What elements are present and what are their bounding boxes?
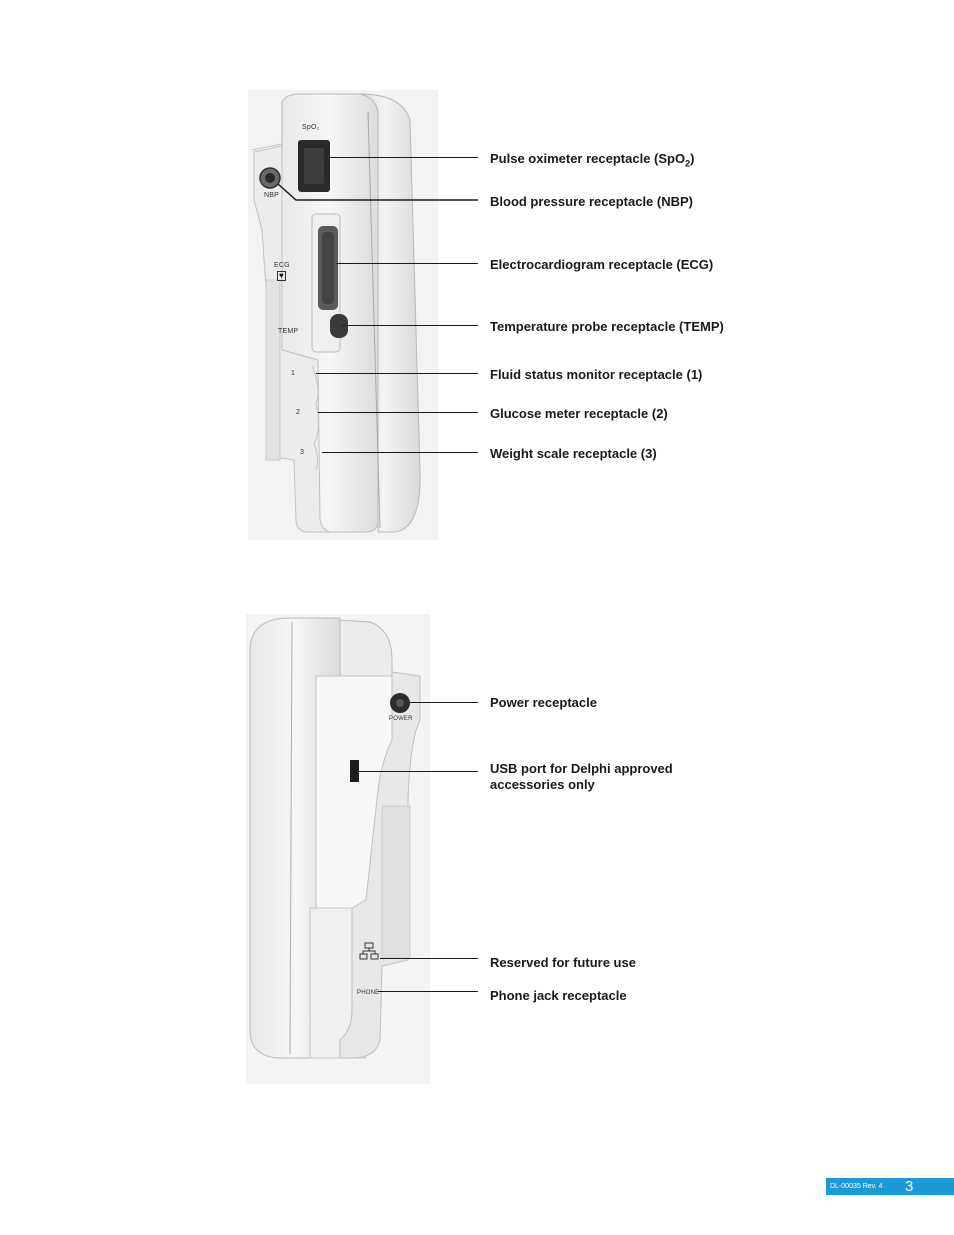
leader-line-reserved xyxy=(380,958,478,959)
callout-port-2: Glucose meter receptacle (2) xyxy=(490,406,668,421)
phone-device-mark: PHONE xyxy=(357,990,380,996)
callout-ecg: Electrocardiogram receptacle (ECG) xyxy=(490,257,714,272)
callout-port-1: Fluid status monitor receptacle (1) xyxy=(490,367,703,382)
callout-spo2: Pulse oximeter receptacle (SpO$_2$) xyxy=(490,151,695,169)
leader-line-ecg xyxy=(336,263,478,264)
spo2-device-mark: SpO₂ xyxy=(302,124,320,131)
nbp-device-mark: NBP xyxy=(264,192,279,199)
callout-temp: Temperature probe receptacle (TEMP) xyxy=(490,319,724,334)
callout-phone: Phone jack receptacle xyxy=(490,988,627,1003)
port-3-device-mark: 3 xyxy=(300,449,305,456)
callout-reserved: Reserved for future use xyxy=(490,955,636,970)
leader-line-usb xyxy=(359,771,478,772)
doc-id: DL-00035 Rev. 4 xyxy=(830,1183,883,1190)
leader-line-phone xyxy=(378,991,478,992)
power-device-mark: POWER xyxy=(389,716,413,722)
callout-nbp: Blood pressure receptacle (NBP) xyxy=(490,194,694,209)
callout-usb: USB port for Delphi approved accessories only xyxy=(490,761,673,792)
heart-icon: ♥ xyxy=(279,271,284,280)
port-1-device-mark: 1 xyxy=(291,370,296,377)
leader-line-power xyxy=(410,702,478,703)
leader-line-port-1 xyxy=(316,373,478,374)
leader-line-port-3 xyxy=(322,452,478,453)
ecg-device-mark: ECG xyxy=(274,262,290,269)
page-number: 3 xyxy=(905,1178,914,1195)
port-2-device-mark: 2 xyxy=(296,409,301,416)
leader-line-temp xyxy=(342,325,478,326)
temp-device-mark: TEMP xyxy=(278,328,299,335)
callout-port-3: Weight scale receptacle (3) xyxy=(490,446,657,461)
leader-line-port-2 xyxy=(318,412,478,413)
callout-power: Power receptacle xyxy=(490,695,597,710)
footer-bar xyxy=(826,1178,954,1195)
